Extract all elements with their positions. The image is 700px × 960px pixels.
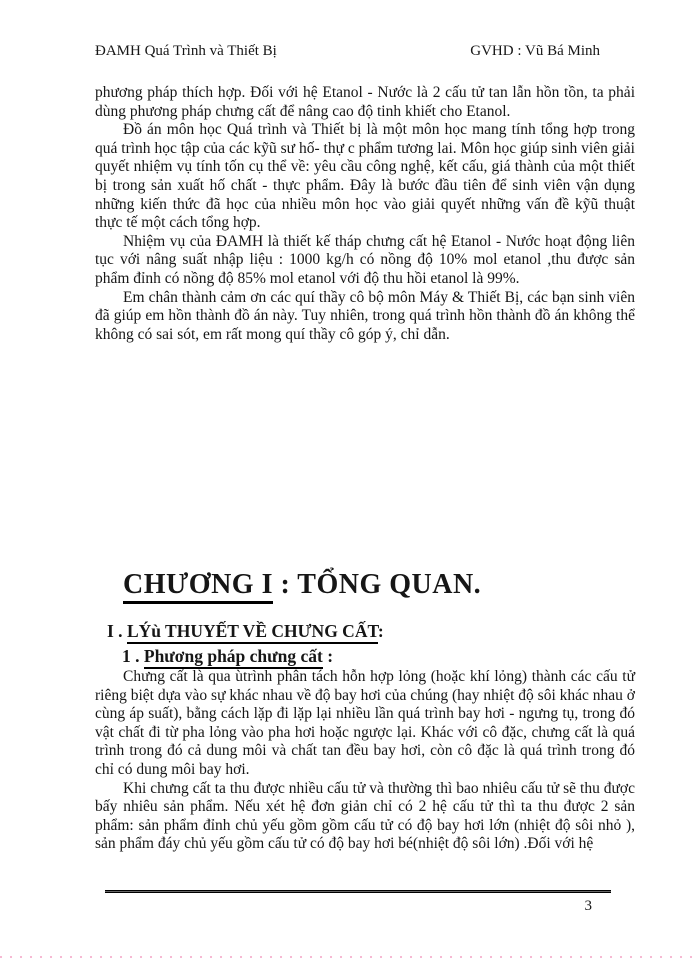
page-header [95,42,600,60]
paragraph-intro-2: Đồ án môn học Quá trình và Thiết bị là một môn học mang tính tổng hợp trong quá trình học tập của các kỹũ sư hố- thự c phẩm tương lai. Môn học giúp sinh viên giải quyết nhiệm vụ tính tốn cụ thể về: yêu cầu công nghệ, kết cấu, giá thành của một thiết bị trong sản xuất hố chất - thực phẩm. Đây là bước đầu tiên để sinh viên vận dụng những kiến thức đã học của nhiều môn học vào giải quyết những vấn đề kỹũ thuật thực tế một cách tổng hợp. [95,121,635,232]
paragraph-intro-4: Em chân thành cảm ơn các quí thầy cô bộ môn Máy & Thiết Bị, các bạn sinh viên đã giúp em hồn thành đồ án này. Tuy nhiên, trong quá trình hồn thành đồ án không thể không có sai sót, em rất mong quí thầy cô góp ý, chỉ dẫn. [95,288,635,343]
page-number: 3 [584,898,592,914]
paragraph-body-1: Chưng cất là qua ùtrình phân tách hỗn hợp lỏng (hoặc khí lỏng) thành các cấu tử riêng biệt dựa vào sự khác nhau về độ bay hơi của chúng (hay nhiệt độ sôi khác nhau ở cùng áp suất), bằng cách lặp đi lặp lại nhiều lần quá trình bay hơi - ngưng tụ, trong đó vật chất đi từ pha lỏng vào pha hơi hoặc ngược lại. Khác với cô đặc, chưng cất là quá trình trong đó cả dung môi và chất tan đều bay hơi, còn cô đặc là quá trình trong đó chỉ có dung môi bay hơi. [95,668,635,778]
footer-divider-rule [105,890,611,893]
subsection-heading [122,645,333,667]
section-heading-underlined: LÝù THUYẾT VỀ CHƯNG CẤT [127,621,378,644]
header-advisor: GVHD : Vũ Bá Minh [470,43,600,59]
subsection-heading-number: 1 . [122,646,144,666]
body-text-block [95,668,635,854]
chapter-heading [123,568,481,602]
section-heading [107,620,384,642]
subsection-heading-colon: : [322,646,334,666]
paragraph-intro-3: Nhiệm vụ của ĐAMH là thiết kế tháp chưng cất hệ Etanol - Nước hoạt động liên tục với nâng suất nhập liệu : 1000 kg/h có nồng độ 10% mol etanol ,thu được sản phẩm đỉnh có nồng độ 85% mol etanol với độ thu hồi etanol là 99%. [95,232,635,287]
section-heading-colon: : [377,621,384,641]
paragraph-body-2: Khi chưng cất ta thu được nhiều cấu tử và thường thì bao nhiêu cấu tử sẽ thu được bấy nhiêu sản phẩm. Nếu xét hệ đơn giản chỉ có 2 hệ cấu tử thì ta thu được 2 sản phẩm: sản phẩm đỉnh chủ yếu gồm gồm cấu tử có độ bay hơi lớn (nhiệt độ sôi nhỏ ), sản phẩm đáy chủ yếu gồm cấu tử có độ bay hơi bé(nhiệt độ sôi lớn) .Đối với hệ [95,779,635,853]
chapter-heading-rest: : TỔNG QUAN. [272,569,482,600]
chapter-heading-underlined: CHƯƠNG I [123,569,273,604]
paragraph-intro-1: phương pháp thích hợp. Đối với hệ Etanol - Nước là 2 cấu tử tan lẫn hồn tồn, ta phải dùng phương pháp chưng cất để nâng cao độ tinh khiết cho Etanol. [95,84,635,120]
section-heading-number: I . [107,621,127,641]
header-course-title: ĐAMH Quá Trình và Thiết Bị [95,43,277,59]
subsection-heading-underlined: Phương pháp chưng cất [144,646,323,669]
intro-text-block [95,84,635,344]
page-boundary-dotted-line [0,956,700,958]
